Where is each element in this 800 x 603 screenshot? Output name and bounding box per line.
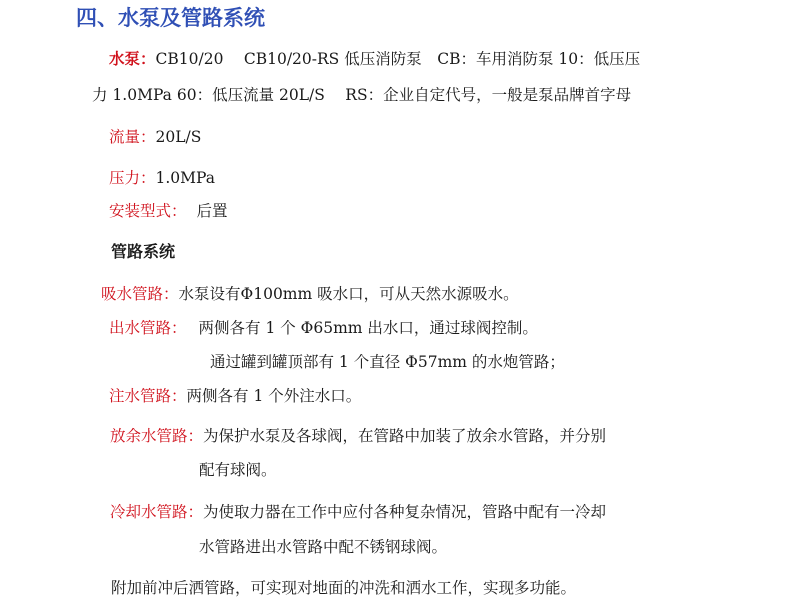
cooling-text-1: 为使取力器在工作中应付各种复杂情况，管路中配有一冷却	[203, 503, 607, 521]
suction-text: 水泵设有Φ100mm 吸水口，可从天然水源吸水。	[178, 285, 519, 303]
drain-label: 放余水管路：	[110, 427, 204, 445]
drain-line-2: 配有球阀。	[199, 461, 277, 479]
install-line	[109, 201, 228, 221]
pump-text-1: CB10/20 CB10/20-RS 低压消防泵 CB：车用消防泵 10：低压压	[155, 50, 641, 68]
inlet-label: 注水管路：	[109, 387, 187, 405]
outlet-text-1: 两侧各有 1 个 Φ65mm 出水口，通过球阀控制。	[198, 319, 538, 337]
install-label: 安装型式：	[109, 202, 187, 220]
cooling-line-1	[110, 502, 606, 522]
pressure-label: 压力：	[109, 169, 156, 187]
pump-line-1	[109, 49, 640, 69]
cooling-line-2: 水管路进出水管路中配不锈钢球阀。	[199, 538, 448, 556]
drain-text-1: 为保护水泵及各球阀，在管路中加装了放余水管路，并分别	[203, 427, 607, 445]
suction-line	[101, 284, 519, 304]
cooling-label: 冷却水管路：	[110, 503, 204, 521]
pump-line-2: 力 1.0MPa 60：低压流量 20L/S RS：企业自定代号，一般是泵品牌首字母	[92, 86, 632, 104]
inlet-line	[109, 386, 361, 406]
outlet-label: 出水管路：	[109, 319, 187, 337]
pump-label: 水泵：	[109, 49, 156, 68]
drain-line-1	[110, 426, 606, 446]
suction-label: 吸水管路：	[101, 285, 179, 303]
pressure-value: 1.0MPa	[155, 169, 216, 187]
section-heading: 四、水泵及管路系统	[76, 6, 265, 30]
pipe-system-title: 管路系统	[111, 242, 176, 261]
outlet-line-1	[109, 318, 538, 338]
flow-line	[109, 127, 201, 147]
outlet-line-2: 通过罐到罐顶部有 1 个直径 Φ57mm 的水炮管路；	[210, 353, 565, 371]
flow-value: 20L/S	[155, 128, 202, 146]
install-value: 后置	[196, 202, 228, 220]
footer-line: 附加前冲后洒管路，可实现对地面的冲洗和洒水工作，实现多功能。	[111, 579, 577, 597]
flow-label: 流量：	[109, 128, 156, 146]
inlet-text: 两侧各有 1 个外注水口。	[186, 387, 362, 405]
pressure-line	[109, 168, 215, 188]
